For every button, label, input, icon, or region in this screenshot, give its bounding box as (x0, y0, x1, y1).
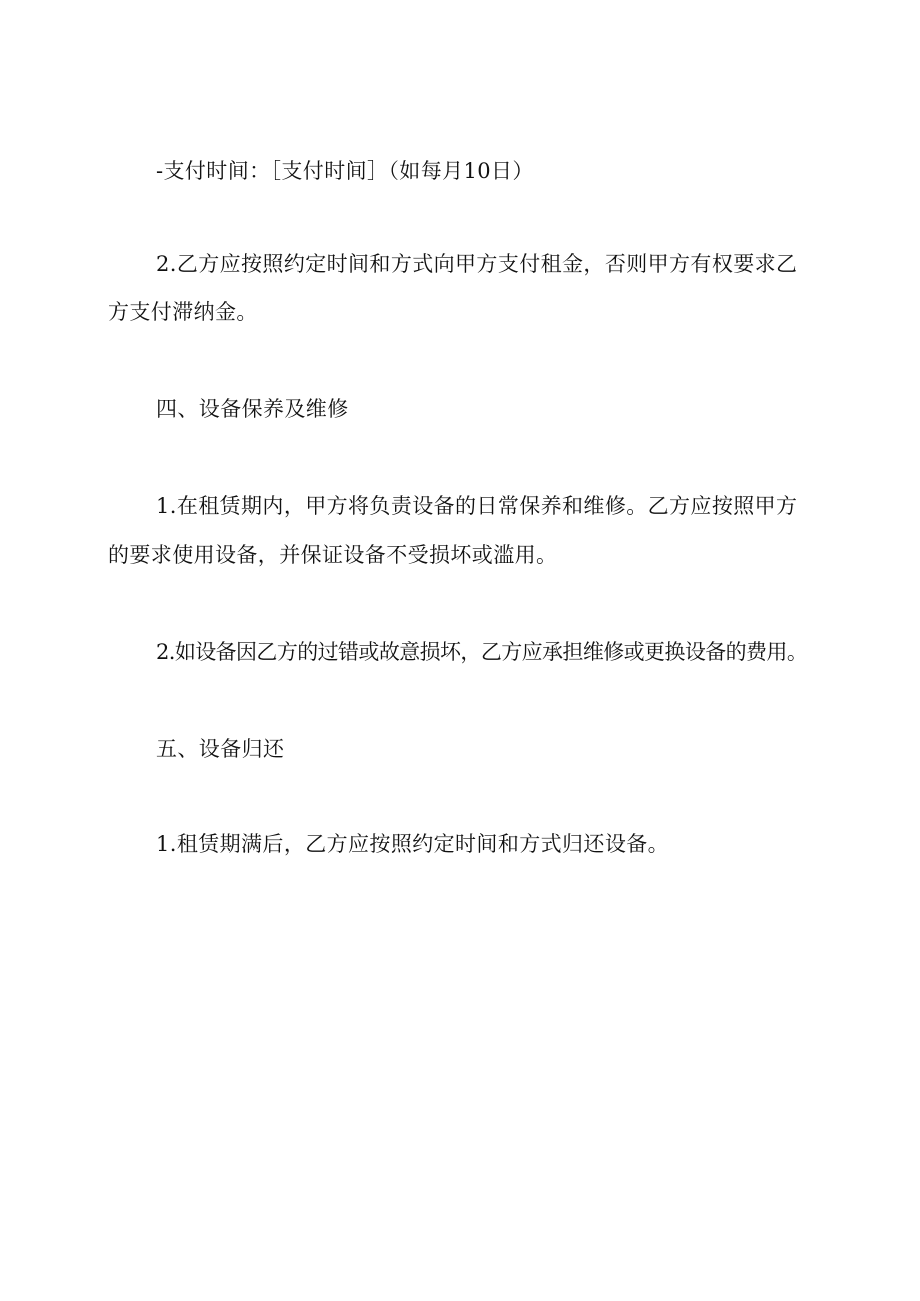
clause-5-1-line: 1.租赁期满后，乙方应按照约定时间和方式归还设备。 (156, 832, 670, 856)
clause-4-2-line: 2.如设备因乙方的过错或故意损坏，乙方应承担维修或更换设备的费用。 (156, 640, 808, 664)
clause-3-2-line-2: 方支付滞纳金。 (108, 300, 258, 324)
section-5-heading: 五、设备归还 (156, 737, 285, 761)
section-4-heading: 四、设备保养及维修 (156, 397, 349, 421)
clause-4-1-line-2: 的要求使用设备，并保证设备不受损坏或滥用。 (108, 543, 558, 567)
clause-4-1-line-1: 1.在租赁期内，甲方将负责设备的日常保养和维修。乙方应按照甲方 (156, 494, 798, 518)
payment-time-line: -支付时间：［支付时间］（如每月10日） (156, 159, 534, 183)
clause-3-2-line-1: 2.乙方应按照约定时间和方式向甲方支付租金，否则甲方有权要求乙 (156, 252, 798, 276)
